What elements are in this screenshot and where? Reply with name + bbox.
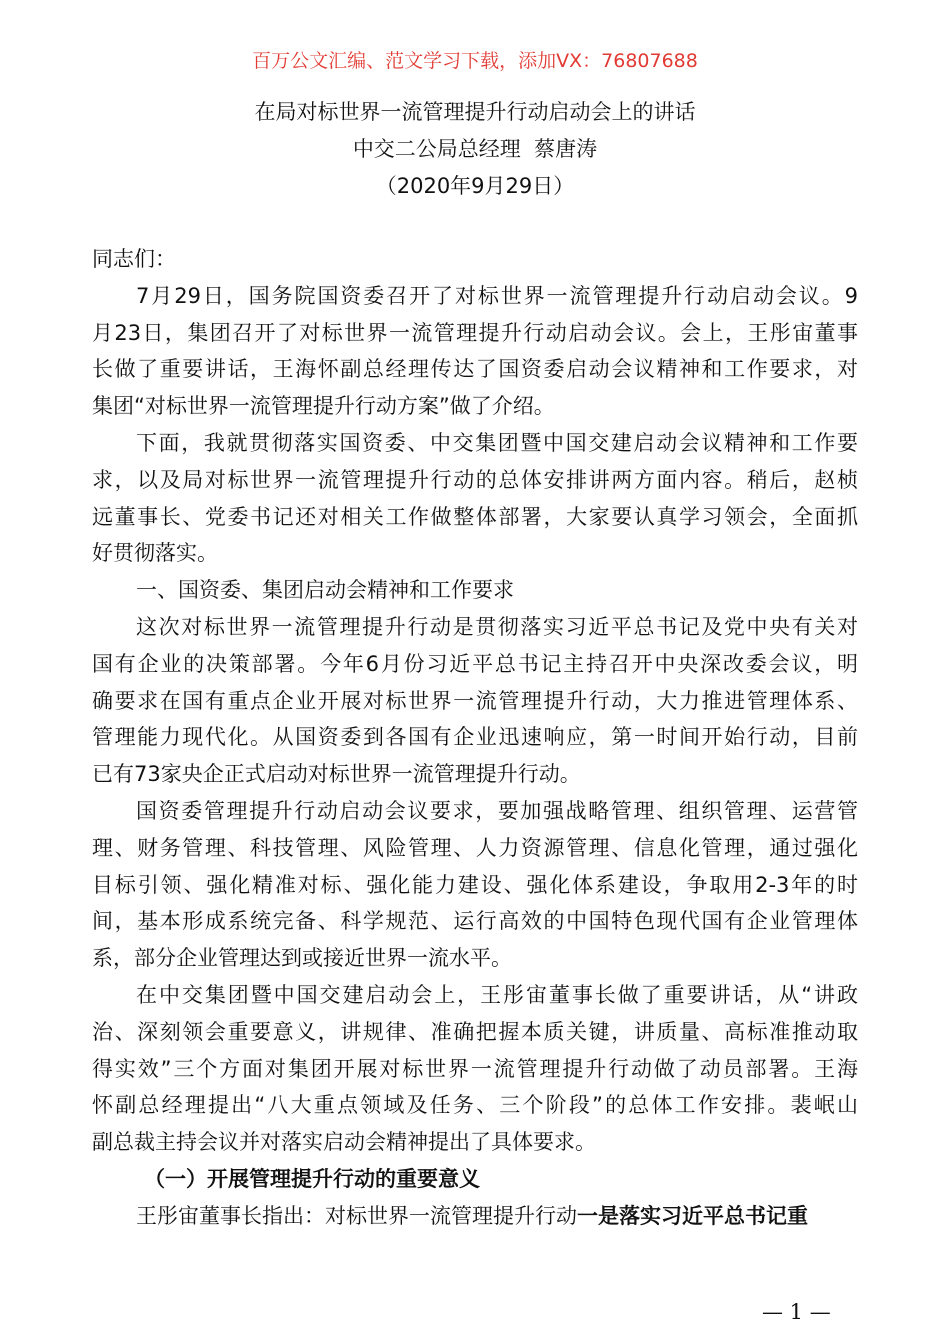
subsection-heading: （一）开展管理提升行动的重要意义 (144, 1166, 480, 1191)
document-body (92, 241, 858, 1235)
paragraph-line (92, 1198, 858, 1235)
paragraph-line: 在中交集团暨中国交建启动会上，王彤宙董事长做了重要讲话，从“讲政 (136, 982, 858, 1007)
paragraph-line: 副总裁主持会议并对落实启动会精神提出了具体要求。 (92, 1130, 596, 1155)
paragraph-line: 国有企业的决策部署。今年6月份习近平总书记主持召开中央深改委会议，明 (92, 651, 858, 676)
bold-text: 一是落实习近平总书记重 (577, 1203, 808, 1228)
paragraph-line: 长做了重要讲话，王海怀副总经理传达了国资委启动会议精神和工作要求，对 (92, 357, 858, 382)
paragraph-line: 这次对标世界一流管理提升行动是贯彻落实习近平总书记及党中央有关对 (136, 614, 858, 639)
paragraph-line: 理、财务管理、科技管理、风险管理、人力资源管理、信息化管理，通过强化 (92, 835, 858, 860)
paragraph-line: 系，部分企业管理达到或接近世界一流水平。 (92, 946, 512, 971)
salutation: 同志们： (92, 247, 176, 271)
paragraph-line: 管理能力现代化。从国资委到各国有企业迅速响应，第一时间开始行动，目前 (92, 725, 858, 750)
paragraph-line: 月23日，集团召开了对标世界一流管理提升行动启动会议。会上，王彤宙董事 (92, 320, 858, 345)
paragraph-line: 7月29日，国务院国资委召开了对标世界一流管理提升行动启动会议。9 (136, 283, 858, 308)
paragraph-line: 集团“对标世界一流管理提升行动方案”做了介绍。 (92, 394, 555, 419)
paragraph-line: 国资委管理提升行动启动会议要求，要加强战略管理、组织管理、运营管 (136, 798, 858, 823)
paragraph-line: 远董事长、党委书记还对相关工作做整体部署，大家要认真学习领会，全面抓 (92, 504, 858, 529)
regular-text: 王彤宙董事长指出：对标世界一流管理提升行动 (136, 1203, 577, 1228)
speaker-line: 中交二公局总经理 蔡唐涛 (352, 137, 598, 161)
paragraph-line: 已有73家央企正式启动对标世界一流管理提升行动。 (92, 762, 581, 787)
paragraph-line: 下面，我就贯彻落实国资委、中交集团暨中国交建启动会议精神和工作要 (136, 430, 858, 455)
paragraph-line: 求，以及局对标世界一流管理提升行动的总体安排讲两方面内容。稍后，赵桢 (92, 467, 858, 492)
paragraph-line: 得实效”三个方面对集团开展对标世界一流管理提升行动做了动员部署。王海 (92, 1056, 858, 1081)
paragraph-line: 好贯彻落实。 (92, 541, 218, 566)
document-title: 在局对标世界一流管理提升行动启动会上的讲话 (254, 100, 696, 124)
paragraph-line: 治、深刻领会重要意义，讲规律、准确把握本质关键，讲质量、高标准推动取 (92, 1019, 858, 1044)
paragraph-line: 间，基本形成系统完备、科学规范、运行高效的中国特色现代国有企业管理体 (92, 909, 858, 934)
watermark-banner: 百万公文汇编、范文学习下载，添加VX：76807688 (252, 50, 698, 72)
speech-date: （2020年9月29日） (375, 174, 575, 198)
document-header (0, 94, 950, 205)
paragraph-line: 目标引领、强化精准对标、强化能力建设、强化体系建设，争取用2-3年的时 (92, 872, 858, 897)
page-number: — 1 — (762, 1300, 831, 1324)
section-heading: 一、国资委、集团启动会精神和工作要求 (136, 578, 514, 603)
paragraph-line: 确要求在国有重点企业开展对标世界一流管理提升行动，大力推进管理体系、 (92, 688, 858, 713)
paragraph-line: 怀副总经理提出“八大重点领域及任务、三个阶段”的总体工作安排。裴岷山 (92, 1093, 858, 1118)
